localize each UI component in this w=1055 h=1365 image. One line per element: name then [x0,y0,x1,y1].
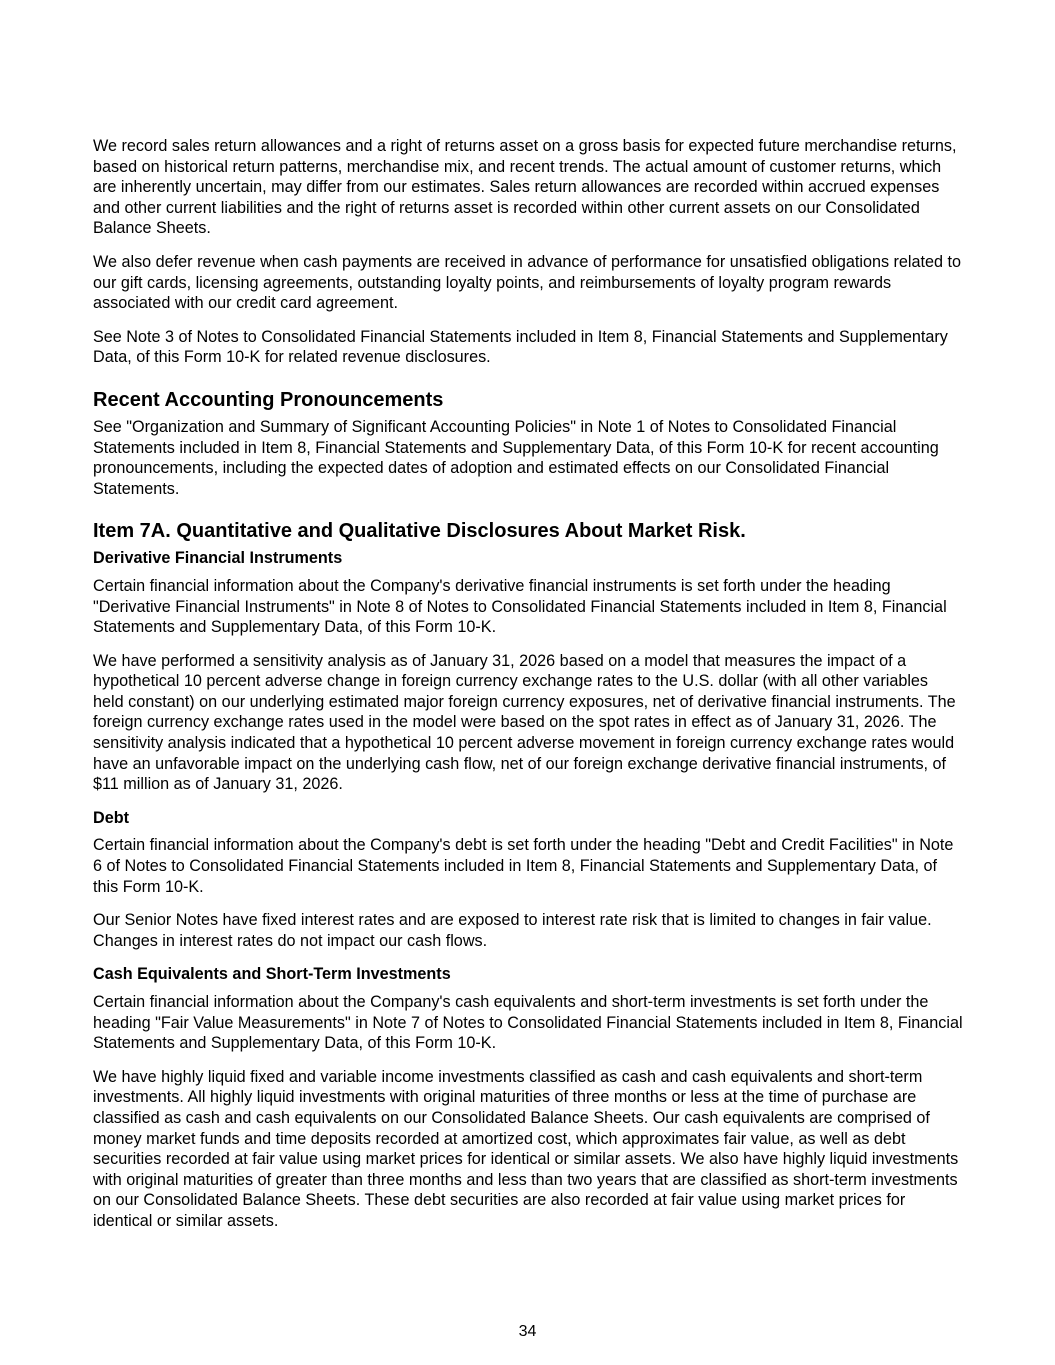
subheading-derivative-financial-instruments: Derivative Financial Instruments [93,549,343,568]
paragraph-liquid-investments: We have highly liquid fixed and variable income investments classified as cash and cash equivalents and short-term investments. All highly liquid investments with original maturities of three months or less at the time of purchase are classified as cash and cash equivalents on our Consolidated Balance Sheets. Our cash equivalents are comprised of money market funds and time deposits recorded at amortized cost, which approximates fair value, as well as debt securities recorded at fair value using market prices for identical or similar assets. We also have highly liquid investments with original maturities of greater than three months and less than two years that are classified as short-term investments on our Consolidated Balance Sheets. These debt securities are also recorded at fair value using market prices for identical or similar assets. [93,1067,959,1230]
paragraph-sensitivity-analysis: We have performed a sensitivity analysis as of January 31, 2026 based on a model that measures the impact of a hypothetical 10 percent adverse change in foreign currency exchange rates to the U.S. dollar (with all other variables held constant) on our underlying estimated major foreign currency exposures, net of derivative financial instruments. The foreign currency exchange rates used in the model were based on the spot rates in effect as of January 31, 2026. The sensitivity analysis indicated that a hypothetical 10 percent adverse movement in foreign currency exchange rates would have an unfavorable impact on the underlying cash flow, net of our foreign exchange derivative financial instruments, of $11 million as of January 31, 2026. [93,651,956,794]
paragraph-senior-notes: Our Senior Notes have fixed interest rates and are exposed to interest rate risk that is limited to changes in fair value. Changes in interest rates do not impact our cash flows. [93,911,932,950]
paragraph-derivatives-reference: Certain financial information about the Company's derivative financial instruments is set forth under the heading "Derivative Financial Instruments" in Note 8 of Notes to Consolidated Financial Statements included in Item 8, Financial Statements and Supplementary Data, of this Form 10-K. [93,576,947,637]
paragraph-deferred-revenue: We also defer revenue when cash payments are received in advance of performance for unsatisfied obligations related to our gift cards, licensing agreements, outstanding loyalty points, and reimbursements of loyalty program rewards associated with our credit card agreement. [93,252,962,313]
document-body [93,136,963,1232]
paragraph-debt-reference: Certain financial information about the Company's debt is set forth under the heading "Debt and Credit Facilities" in Note 6 of Notes to Consolidated Financial Statements included in Item 8, Financial Statements and Supplementary Data, of this Form 10-K. [93,836,954,896]
paragraph-note-3-reference: See Note 3 of Notes to Consolidated Financial Statements included in Item 8, Financial Statements and Supplementary Data, of this Form 10-K for related revenue disclosures. [93,327,948,367]
paragraph-recent-accounting: See "Organization and Summary of Significant Accounting Policies" in Note 1 of Notes to Consolidated Financial Statements included in Item 8, Financial Statements and Supplementary Data, of this Form 10-K for recent accounting pronouncements, including the expected dates of adoption and estimated effects on our Consolidated Financial Statements. [93,417,939,498]
heading-item-7a: Item 7A. Quantitative and Qualitative Disclosures About Market Risk. [93,520,746,543]
paragraph-cash-reference: Certain financial information about the Company's cash equivalents and short-term investments is set forth under the heading "Fair Value Measurements" in Note 7 of Notes to Consolidated Financial Statements included in Item 8, Financial Statements and Supplementary Data, of this Form 10-K. [93,993,963,1053]
subheading-cash-equivalents: Cash Equivalents and Short-Term Investments [93,965,451,984]
heading-recent-accounting-pronouncements: Recent Accounting Pronouncements [93,388,444,411]
subheading-debt: Debt [93,808,129,827]
paragraph-sales-returns: We record sales return allowances and a right of returns asset on a gross basis for expected future merchandise returns, based on historical return patterns, merchandise mix, and recent trends. The actual amount of customer returns, which are inherently uncertain, may differ from our estimates. Sales return allowances are recorded within accrued expenses and other current liabilities and the right of returns asset is recorded within other current assets on our Consolidated Balance Sheets. [93,137,957,238]
page-number: 34 [518,1323,537,1340]
